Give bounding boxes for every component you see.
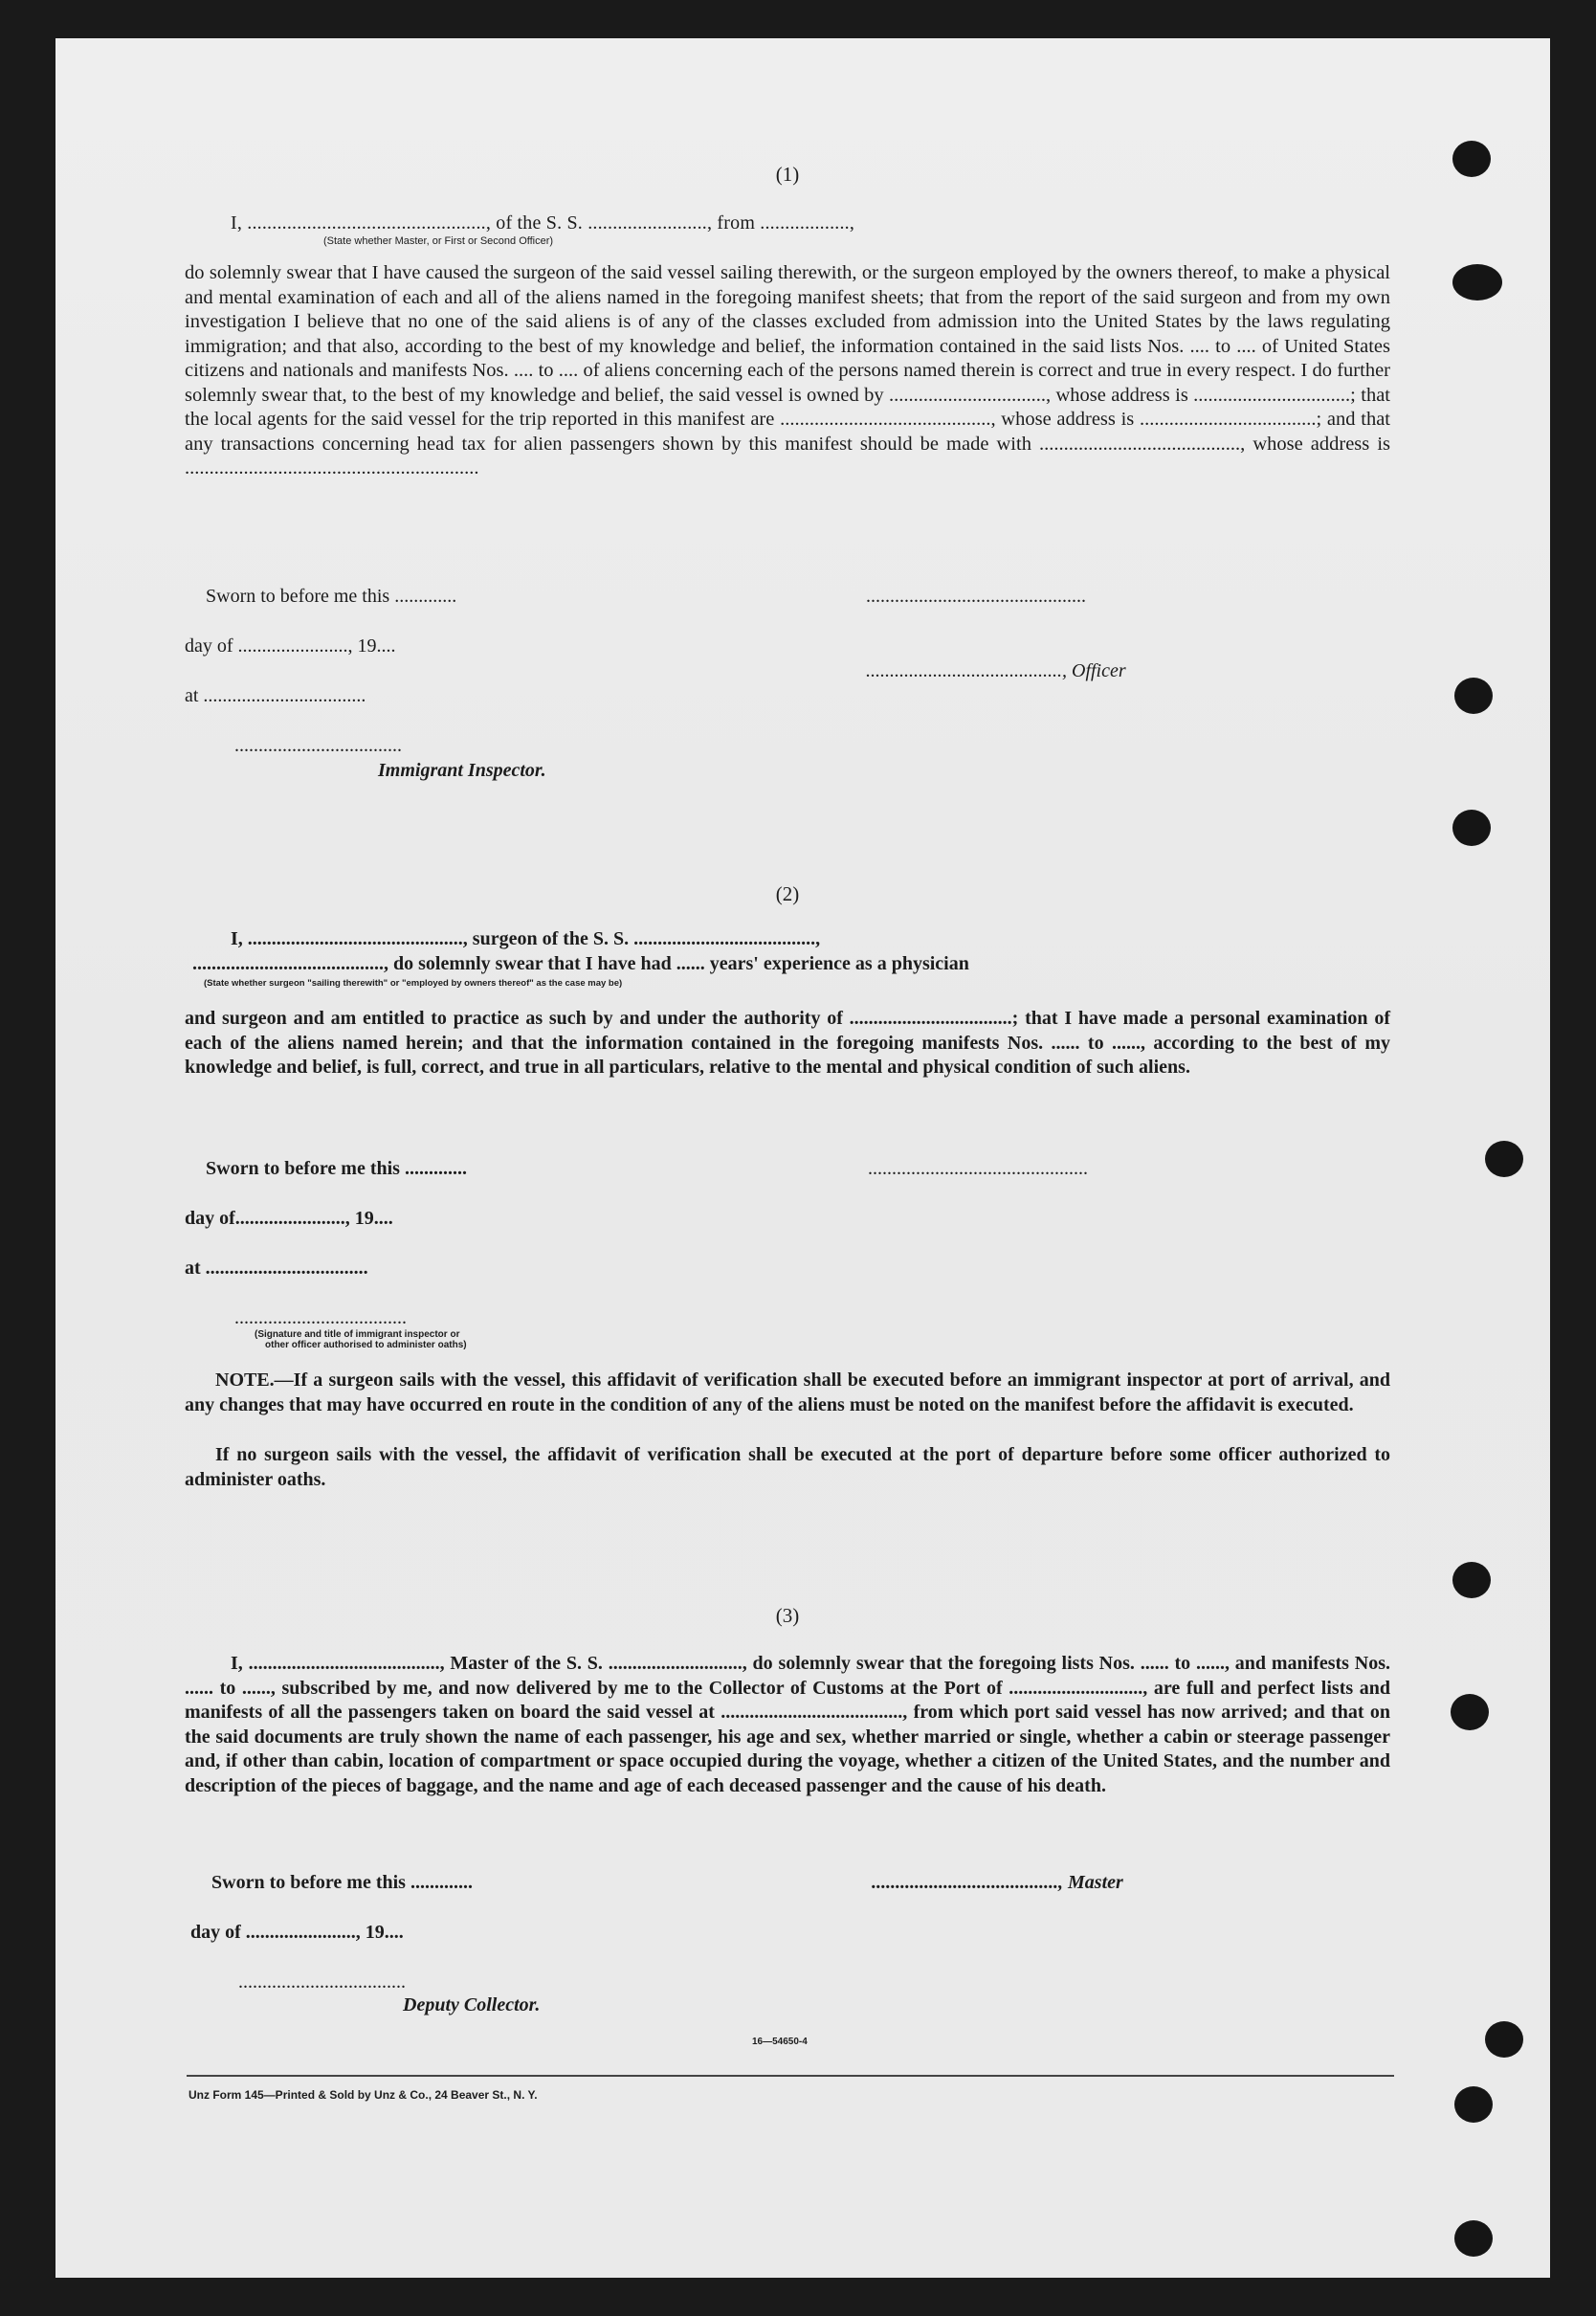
punch-hole <box>1452 141 1491 177</box>
collector-title: Deputy Collector. <box>403 1994 541 2015</box>
punch-hole <box>1452 810 1491 846</box>
section-number: (3) <box>775 1604 800 1627</box>
day-line: day of ......................., 19.... <box>190 1922 404 1943</box>
punch-hole <box>1451 1694 1489 1730</box>
master-intro-note: (State whether Master, or First or Second Officer) <box>323 235 554 247</box>
inspector-signature-dots: ................................... <box>234 735 402 756</box>
surgeon-intro-line: I, ............................................., surgeon of the S. S. ......................................, <box>231 928 821 949</box>
sworn-line: Sworn to before me this ............. <box>206 586 457 607</box>
note-paragraph: If no surgeon sails with the vessel, the affidavit of verification shall be executed at the port of departure before some officer authorized to administer oaths. <box>185 1444 1390 1490</box>
printer-credit: Unz Form 145—Printed & Sold by Unz & Co., 24 Beaver St., N. Y. <box>188 2088 538 2102</box>
officer-signature-dots: .................................... <box>234 1307 407 1328</box>
signature-caption: (Signature and title of immigrant inspector or <box>255 1329 460 1340</box>
customs-affidavit-body: I, ........................................, Master of the S. S. ............................, do solemnly swear that the foregoing lists Nos. ...... to ......, and manifests Nos. ...... to ......, subscribed by me, and now delivered by me to the Collector of Customs at the Port of ............................, are full and perfect lists and manifests of all the passengers taken on board the said vessel at ......................................, from which port said vessel has now arrived; and that on the said documents are truly shown the name of each passenger, his age and sex, whether married or single, whether a cabin or steerage passenger and, if other than cabin, location of compartment or space occupied during the voyage, whether a citizen of the United States, and the number and description of the pieces of baggage, and the name and age of each deceased passenger and the cause of his death. <box>185 1653 1390 1796</box>
master-intro-line: I, ................................................, of the S. S. ........................, from .................., <box>231 212 855 234</box>
signature-line: .............................................. <box>868 1158 1088 1179</box>
affidavit-surgeon <box>185 882 1390 1514</box>
punch-hole <box>1452 264 1502 301</box>
punch-hole <box>1485 2021 1523 2058</box>
at-line: at .................................. <box>185 685 366 706</box>
punch-hole <box>1452 1562 1491 1598</box>
section-number: (2) <box>775 882 800 905</box>
punch-hole <box>1454 2086 1493 2123</box>
sworn-line: Sworn to before me this ............. <box>211 1872 473 1893</box>
sworn-line: Sworn to before me this ............. <box>206 1158 467 1179</box>
at-line: at .................................. <box>185 1258 368 1279</box>
affidavit-master-customs <box>185 1602 1390 2042</box>
surgeon-affidavit-body: and surgeon and am entitled to practice as such by and under the authority of ..................................; that I have made a personal examination of each of the aliens named herein; and that the information contained in the foregoing manifests Nos. ...... to ......, according to the best of my knowledge and belief, is full, correct, and true in all particulars, relative to the mental and physical condition of such aliens. <box>185 1008 1390 1078</box>
signature-line: .............................................. <box>866 586 1086 607</box>
inspector-title: Immigrant Inspector. <box>378 760 546 781</box>
surgeon-note: (State whether surgeon "sailing therewith" or "employed by owners thereof" as the case may be) <box>204 978 623 989</box>
form-code: 16—54650-4 <box>752 2037 808 2047</box>
day-line: day of......................., 19.... <box>185 1208 393 1229</box>
punch-hole <box>1454 678 1493 714</box>
day-line: day of ......................., 19.... <box>185 635 396 657</box>
master-signature-line: ......................................., Master <box>872 1872 1123 1893</box>
surgeon-experience-line: ........................................, do solemnly swear that I have had ...... years' experience as a physician <box>192 953 969 974</box>
master-affidavit-body: do solemnly swear that I have caused the surgeon of the said vessel sailing therewith, or the surgeon employed by the owners thereof, to make a physical and mental examination of each and all of the aliens named in the foregoing manifest sheets; that from the report of the said surgeon and from my own investigation I believe that no one of the said aliens is of any of the classes excluded from admission into the United States by the laws regulating immigration; and that also, according to the best of my knowledge and belief, the information contained in the said lists Nos. .... to .... of United States citizens and nationals and manifests Nos. .... to .... of aliens concerning each of the persons named therein is correct and true in every respect. I do further solemnly swear that, to the best of my knowledge and belief, the said vessel is owned by ................................, whose address is ................................; that the local agents for the said vessel for the trip reported in this manifest are ..........................................., whose address is ....................................; and that any transactions concerning head tax for alien passengers shown by this manifest should be made with ........................................., whose address is ............................................................ <box>185 262 1390 479</box>
collector-signature-dots: ................................... <box>238 1971 406 1993</box>
signature-caption: other officer authorised to administer oaths) <box>265 1340 467 1350</box>
punch-hole <box>1454 2220 1493 2257</box>
officer-line: ........................................., Officer <box>866 660 1126 681</box>
section-number: (1) <box>775 163 800 186</box>
footer-rule <box>187 2075 1394 2077</box>
note-paragraph: NOTE.—If a surgeon sails with the vessel, this affidavit of verification shall be executed before an immigrant inspector at port of arrival, and any changes that may have occurred en route in the condition of any of the aliens must be noted on the manifest before the affidavit is executed. <box>185 1370 1390 1415</box>
affidavit-master <box>185 161 1390 792</box>
punch-hole <box>1485 1141 1523 1177</box>
